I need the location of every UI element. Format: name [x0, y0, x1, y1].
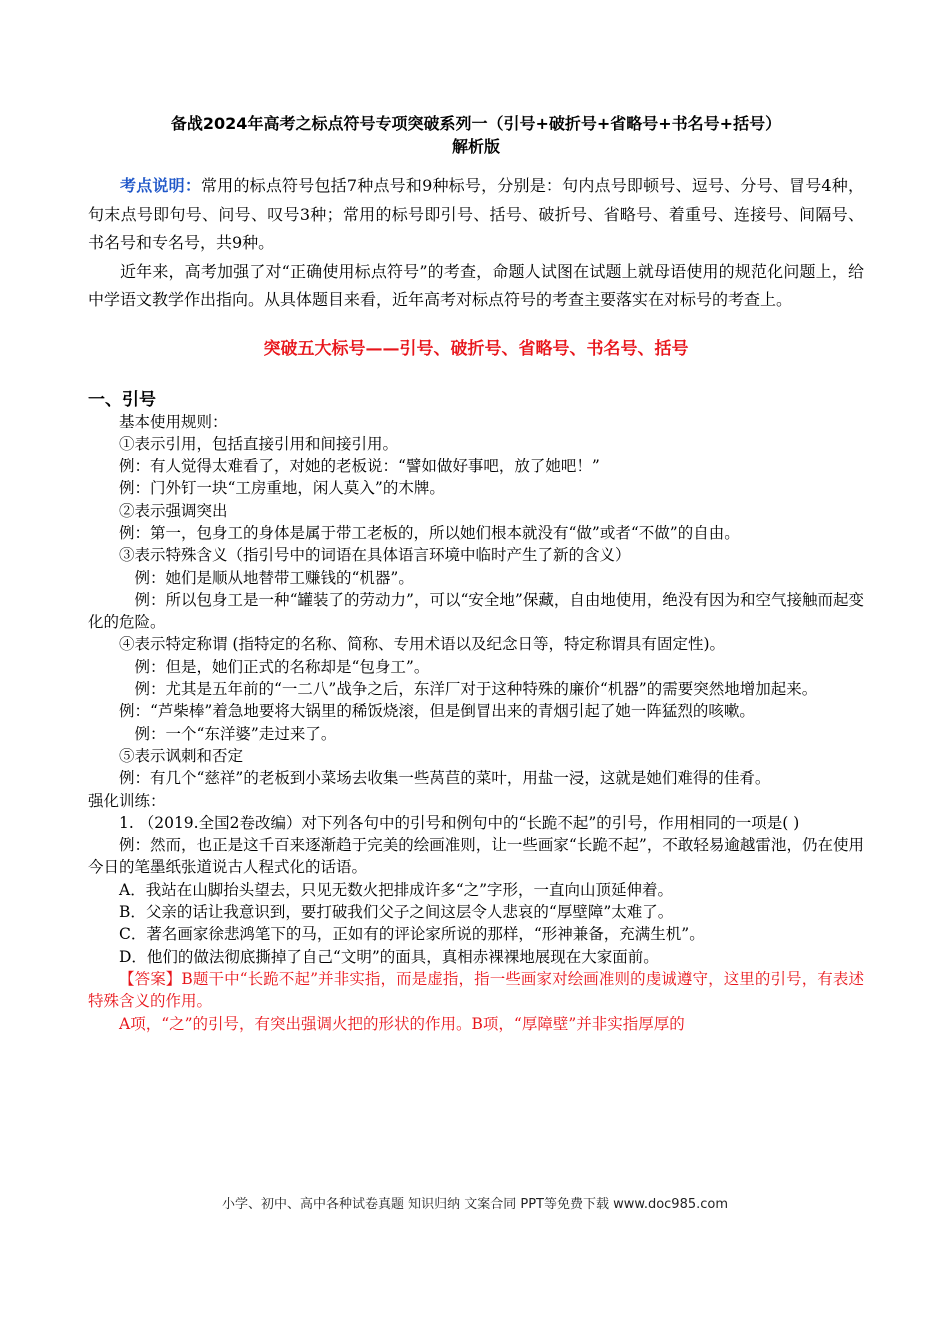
- option-a: A．我站在山脚抬头望去，只见无数火把排成许多“之”字形，一直向山顶延伸着。: [119, 880, 674, 899]
- rule-2-example-1: 例：第一，包身工的身体是属于带工老板的，所以她们根本就没有“做”或者“不做”的自由。: [119, 523, 740, 542]
- option-d: D．他们的做法彻底撕掉了自己“文明”的面具，真相赤裸裸地展现在大家面前。: [119, 947, 659, 966]
- document-page: [88, 112, 864, 1035]
- rule-4-example-4: 例：一个“东洋婆”走过来了。: [134, 724, 337, 743]
- intro-paragraph: [88, 172, 864, 258]
- intro-text: 常用的标点符号包括7种点号和9种标号，分别是：句内点号即顿号、逗号、分号、冒号4种，句末点号即句号、问号、叹号3种；常用的标号即引号、括号、破折号、省略号、着重号、连接号、间隔号、书名号和专名号，共9种。: [88, 176, 864, 252]
- rule-1: ①表示引用，包括直接引用和间接引用。: [119, 434, 399, 453]
- rule-2: ②表示强调突出: [119, 501, 228, 520]
- rule-3: ③表示特殊含义（指引号中的词语在具体语言环境中临时产生了新的含义）: [119, 546, 631, 565]
- answer-explanation: A项，“之”的引号，有突出强调火把的形状的作用。B项，“厚障壁”并非实指厚厚的: [119, 1014, 685, 1033]
- section-heading: 突破五大标号——引号、破折号、省略号、书名号、括号: [263, 338, 689, 359]
- question-1: 1. （2019.全国2卷改编）对下列各句中的引号和例句中的“长跪不起”的引号，作用相同的一项是( ): [119, 813, 800, 832]
- option-b: B．父亲的话让我意识到，要打破我们父子之间这层令人悲哀的“厚壁障”太难了。: [119, 903, 674, 922]
- option-c: C．著名画家徐悲鸿笔下的马，正如有的评论家所说的那样，“形神兼备，充满生机”。: [119, 925, 705, 944]
- section1-title: 一、引号: [88, 389, 156, 410]
- intro-paragraph-2: 近年来，高考加强了对“正确使用标点符号”的考查，命题人试图在试题上就母语使用的规范化问题上，给中学语文教学作出指向。从具体题目来看，近年高考对标点符号的考查主要落实在对标号的考查上。: [88, 261, 864, 309]
- rule-3-example-2: 例：所以包身工是一种“罐装了的劳动力”，可以“安全地”保藏，自由地使用，绝没有因为和空气接触而起变化的危险。: [88, 590, 864, 632]
- rule-1-example-2: 例：门外钉一块“工房重地，闲人莫入”的木牌。: [119, 479, 445, 498]
- basic-rules-label: 基本使用规则：: [119, 412, 228, 431]
- page-footer: 小学、初中、高中各种试卷真题 知识归纳 文案合同 PPT等免费下载 www.doc985.com: [221, 1197, 729, 1212]
- intro-label: 考点说明：: [120, 176, 202, 195]
- rule-4-example-3: 例：“芦柴棒”着急地要将大锅里的稀饭烧滚，但是倒冒出来的青烟引起了她一阵猛烈的咳嗽。: [119, 702, 755, 721]
- question-1-example: 例：然而，也正是这千百来逐渐趋于完美的绘画准则，让一些画家“长跪不起”，不敢轻易逾越雷池，仍在使用今日的笔墨纸张道说古人程式化的话语。: [88, 836, 864, 877]
- rule-4: ④表示特定称谓 (指特定的名称、简称、专用术语以及纪念日等，特定称谓具有固定性)。: [119, 635, 726, 654]
- rule-5-example-1: 例：有几个“慈祥”的老板到小菜场去收集一些莴苣的菜叶，用盐一浸，这就是她们难得的佳肴。: [119, 769, 771, 788]
- answer: 【答案】B题干中“长跪不起”并非实指，而是虚指，指一些画家对绘画准则的虔诚遵守，这里的引号，有表述特殊含义的作用。: [88, 969, 864, 1011]
- document-subtitle: 解析版: [451, 137, 500, 156]
- rule-3-example-1: 例：她们是顺从地替带工赚钱的“机器”。: [134, 568, 414, 587]
- rule-5: ⑤表示讽刺和否定: [119, 746, 244, 765]
- rule-1-example-1: 例：有人觉得太难看了，对她的老板说：“譬如做好事吧，放了她吧！”: [119, 457, 600, 476]
- rule-4-example-1: 例：但是，她们正式的名称却是“包身工”。: [134, 657, 430, 676]
- rule-4-example-2: 例：尤其是五年前的“一二八”战争之后，东洋厂对于这种特殊的廉价“机器”的需要突然地增加起来。: [134, 680, 818, 699]
- training-label: 强化训练：: [88, 791, 166, 810]
- document-title: 备战2024年高考之标点符号专项突破系列一（引号+破折号+省略号+书名号+括号）: [170, 114, 782, 133]
